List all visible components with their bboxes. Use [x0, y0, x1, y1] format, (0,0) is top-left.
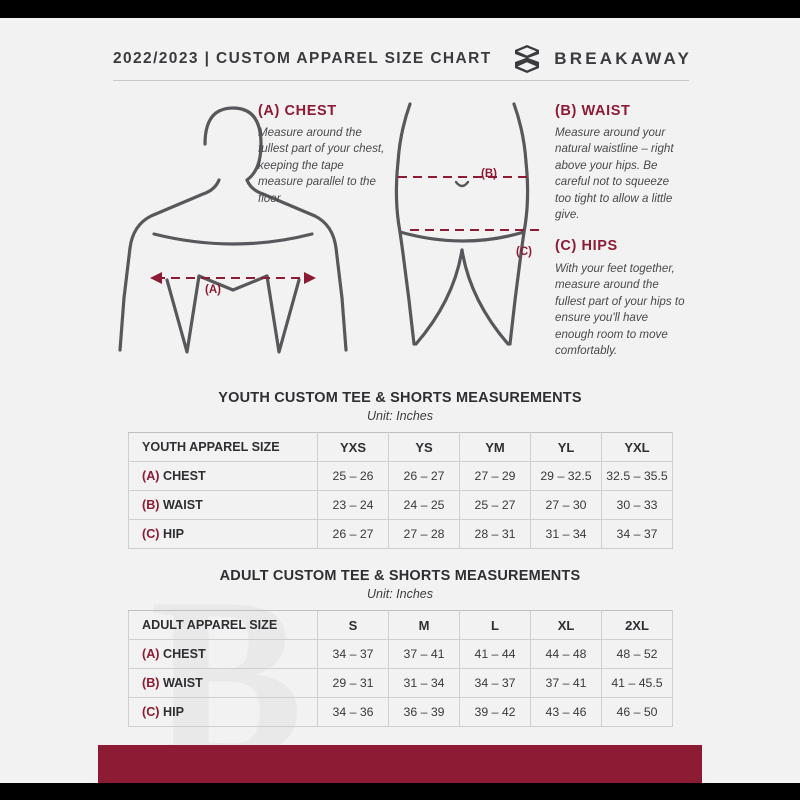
youth-cell-2-2: 28 – 31 [460, 520, 531, 549]
adult-cell-1-4: 41 – 45.5 [602, 669, 673, 698]
adult-cell-0-1: 37 – 41 [389, 640, 460, 669]
youth-col-2: YM [460, 433, 531, 462]
youth-cell-2-3: 31 – 34 [531, 520, 602, 549]
adult-cell-1-1: 31 – 34 [389, 669, 460, 698]
youth-cell-0-0: 25 – 26 [318, 462, 389, 491]
footer-bar [98, 745, 702, 783]
adult-cell-2-0: 34 – 36 [318, 698, 389, 727]
document-sheet [0, 18, 800, 783]
marker-b: (B) [481, 168, 497, 180]
youth-cell-1-3: 27 – 30 [531, 491, 602, 520]
youth-cell-1-4: 30 – 33 [602, 491, 673, 520]
adult-cell-2-2: 39 – 42 [460, 698, 531, 727]
adult-row-label-2 [129, 698, 318, 727]
callout-chest-title: (A) CHEST [258, 103, 337, 119]
breakaway-logo-icon [514, 45, 540, 73]
youth-cell-2-1: 27 – 28 [389, 520, 460, 549]
marker-a: (A) [205, 284, 221, 296]
youth-cell-0-3: 29 – 32.5 [531, 462, 602, 491]
youth-col-3: YL [531, 433, 602, 462]
callout-chest-text: Measure around the fullest part of your chest, keeping the tape measure parallel to the floor [258, 126, 385, 205]
adult-col-1: M [389, 611, 460, 640]
adult-col-2: L [460, 611, 531, 640]
brand-lockup [514, 45, 692, 73]
callout-waist-title: (B) WAIST [555, 103, 631, 119]
youth-row-mark-1: (B) [142, 498, 160, 512]
table-header-row [129, 611, 673, 640]
youth-cell-1-2: 25 – 27 [460, 491, 531, 520]
table-header-row [129, 433, 673, 462]
youth-row-label-0 [129, 462, 318, 491]
adult-cell-1-2: 34 – 37 [460, 669, 531, 698]
adult-row-mark-1: (B) [142, 676, 160, 690]
table-row [129, 462, 673, 491]
youth-col-1: YS [389, 433, 460, 462]
adult-cell-2-4: 46 – 50 [602, 698, 673, 727]
youth-row-name-1: WAIST [162, 498, 203, 512]
adult-row-mark-2: (C) [142, 705, 160, 719]
youth-col-4: YXL [602, 433, 673, 462]
table-row [129, 669, 673, 698]
youth-cell-2-4: 34 – 37 [602, 520, 673, 549]
callout-waist-text: Measure around your natural waistline – right above your hips. Be careful not to squeeze too tight to allow a little give. [555, 126, 674, 222]
youth-row-name-0: CHEST [162, 469, 206, 483]
youth-cell-0-1: 26 – 27 [389, 462, 460, 491]
youth-size-table [128, 432, 673, 549]
body-illustration-icon [110, 82, 540, 362]
youth-row-mark-0: (A) [142, 469, 160, 483]
youth-cell-0-4: 32.5 – 35.5 [602, 462, 673, 491]
youth-col-0: YXS [318, 433, 389, 462]
youth-row-label-2 [129, 520, 318, 549]
page-title: 2022/2023 | CUSTOM APPAREL SIZE CHART [113, 50, 492, 67]
adult-cell-0-4: 48 – 52 [602, 640, 673, 669]
table-row [129, 640, 673, 669]
adult-row-mark-0: (A) [142, 647, 160, 661]
adult-cell-0-2: 41 – 44 [460, 640, 531, 669]
adult-row-name-2: HIP [162, 705, 184, 719]
adult-cell-2-1: 36 – 39 [389, 698, 460, 727]
table-row [129, 698, 673, 727]
youth-cell-1-0: 23 – 24 [318, 491, 389, 520]
adult-size-table [128, 610, 673, 727]
youth-cell-1-1: 24 – 25 [389, 491, 460, 520]
adult-col-0: S [318, 611, 389, 640]
youth-row-name-2: HIP [162, 527, 184, 541]
adult-cell-1-0: 29 – 31 [318, 669, 389, 698]
document-header [0, 18, 800, 80]
youth-section-title: YOUTH CUSTOM TEE & SHORTS MEASUREMENTS [218, 390, 582, 406]
table-row [129, 491, 673, 520]
table-row [129, 520, 673, 549]
youth-cell-2-0: 26 – 27 [318, 520, 389, 549]
adult-cell-1-3: 37 – 41 [531, 669, 602, 698]
brand-name: BREAKAWAY [554, 49, 692, 68]
adult-cell-0-0: 34 – 37 [318, 640, 389, 669]
youth-section-unit: Unit: Inches [366, 409, 433, 423]
callout-hips-title: (C) HIPS [555, 238, 618, 254]
adult-col-3: XL [531, 611, 602, 640]
adult-section-unit: Unit: Inches [366, 587, 433, 601]
youth-row-header: YOUTH APPAREL SIZE [129, 433, 318, 462]
adult-row-label-0 [129, 640, 318, 669]
adult-row-header: ADULT APPAREL SIZE [129, 611, 318, 640]
adult-cell-2-3: 43 – 46 [531, 698, 602, 727]
youth-row-mark-2: (C) [142, 527, 160, 541]
adult-row-name-1: WAIST [162, 676, 203, 690]
youth-row-label-1 [129, 491, 318, 520]
adult-col-4: 2XL [602, 611, 673, 640]
callout-hips-text: With your feet together, measure around the fullest part of your hips to ensure you'll have enough room to move comfortably. [555, 262, 685, 358]
youth-cell-0-2: 27 – 29 [460, 462, 531, 491]
adult-row-label-1 [129, 669, 318, 698]
adult-row-name-0: CHEST [162, 647, 206, 661]
adult-section-title: ADULT CUSTOM TEE & SHORTS MEASUREMENTS [219, 568, 581, 584]
adult-cell-0-3: 44 – 48 [531, 640, 602, 669]
measurement-diagram [0, 80, 800, 368]
marker-c: (C) [516, 246, 532, 258]
